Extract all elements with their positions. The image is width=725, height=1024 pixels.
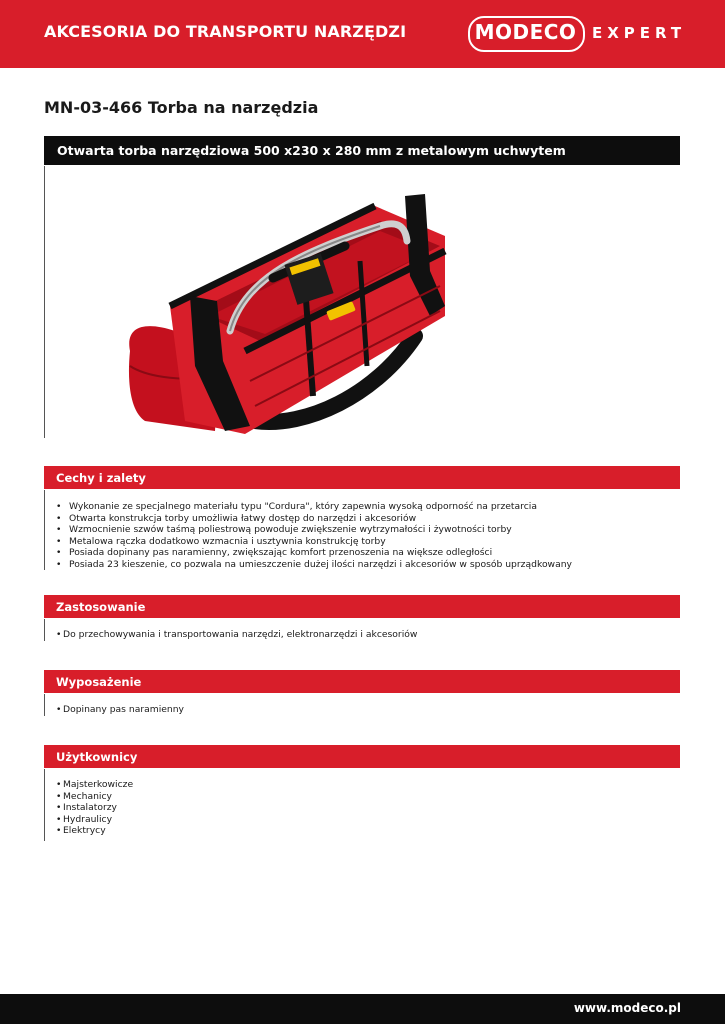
section-users-body <box>44 769 680 841</box>
list-item: • Majsterkowicze <box>45 779 680 791</box>
section-usage-title: Zastosowanie <box>56 600 146 614</box>
section-equipment-title: Wyposażenie <box>56 675 142 689</box>
section-features-title: Cechy i zalety <box>56 471 146 485</box>
product-image-frame <box>44 166 681 438</box>
list-item: • Posiada 23 kieszenie, co pozwala na umieszczenie dużej ilości narzędzi i akcesoriów w sposób uprządkowany <box>45 559 680 571</box>
list-item: • Elektrycy <box>45 825 680 837</box>
product-subtitle-bar <box>44 136 680 165</box>
section-features-body <box>44 490 680 570</box>
list-item: • Hydraulicy <box>45 814 680 826</box>
section-features-header <box>44 466 680 489</box>
tool-bag-image <box>45 166 681 438</box>
section-usage-body <box>44 619 680 641</box>
list-item: • Wzmocnienie szwów taśmą poliestrową powoduje zwiększenie wytrzymałości i żywotności torby <box>45 524 680 536</box>
product-title: MN-03-466 Torba na narzędzia <box>44 98 319 117</box>
section-users-title: Użytkownicy <box>56 750 138 764</box>
features-list <box>45 501 680 570</box>
logo-brand-text: MODECO <box>474 20 577 44</box>
list-item: • Posiada dopinany pas naramienny, zwiększając komfort przenoszenia na większe odległości <box>45 547 680 559</box>
footer-bar <box>0 994 725 1024</box>
section-users-header <box>44 745 680 768</box>
list-item: • Instalatorzy <box>45 802 680 814</box>
usage-list <box>45 629 680 641</box>
section-equipment-header <box>44 670 680 693</box>
equipment-list <box>45 704 680 716</box>
footer-url-link[interactable]: www.modeco.pl <box>573 1001 681 1015</box>
category-title: AKCESORIA DO TRANSPORTU NARZĘDZI <box>44 22 407 41</box>
list-item: • Wykonanie ze specjalnego materiału typu "Cordura", który zapewnia wysoką odporność na przetarcia <box>45 501 680 513</box>
list-item: • Otwarta konstrukcja torby umożliwia łatwy dostęp do narzędzi i akcesoriów <box>45 513 680 525</box>
section-equipment-body <box>44 694 680 716</box>
list-item: • Dopinany pas naramienny <box>45 704 680 716</box>
list-item: • Metalowa rączka dodatkowo wzmacnia i usztywnia konstrukcję torby <box>45 536 680 548</box>
list-item: • Do przechowywania i transportowania narzędzi, elektronarzędzi i akcesoriów <box>45 629 680 641</box>
list-item: • Mechanicy <box>45 791 680 803</box>
section-usage-header <box>44 595 680 618</box>
users-list <box>45 779 680 837</box>
logo-sub-text: EXPERT <box>592 24 687 42</box>
header-bar <box>0 0 725 68</box>
product-subtitle: Otwarta torba narzędziowa 500 x230 x 280 mm z metalowym uchwytem <box>57 143 566 158</box>
